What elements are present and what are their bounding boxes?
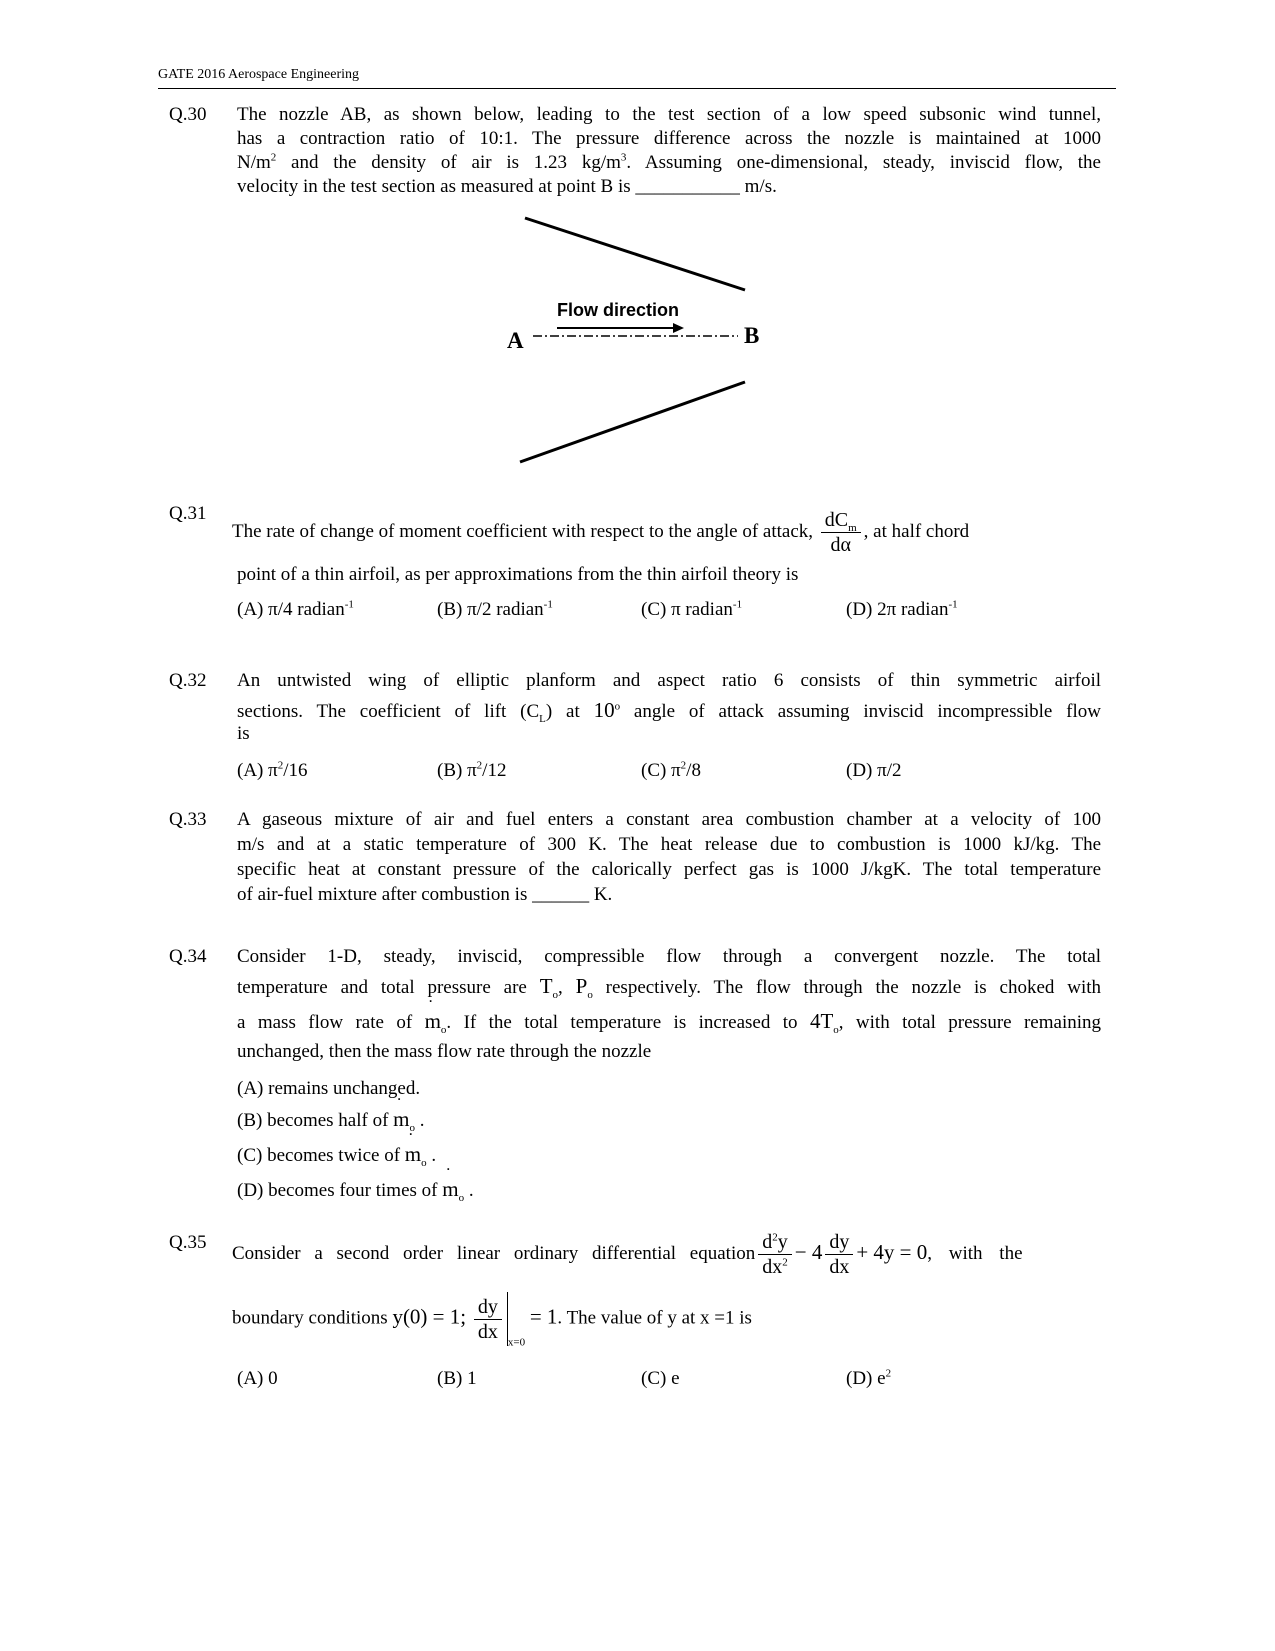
q34-line-2: temperature and total pressure are $T_o$, $P_o$ respectively. The flow through the nozzle is choked with (237, 974, 1102, 1001)
dy-dx-fraction: $\frac{dy}{dx}$ (825, 1230, 853, 1279)
q31-option-a: (A) π/4 radian$^{-1}$ (237, 598, 354, 620)
q32-option-b: (B) $\pi^2/12$ (437, 759, 507, 781)
q32-line-1: An untwisted wing of elliptic planform and aspect ratio 6 consists of thin symmetric airfoil (237, 670, 1101, 691)
q31-option-b: (B) π/2 radian$^{-1}$ (437, 598, 553, 620)
q31-option-d: (D) 2π radian$^{-1}$ (846, 598, 958, 620)
nozzle-lower-wall (520, 382, 745, 462)
q30-line-3: $N/m^2$ and the density of air is 1.23 $kg/m^3$. Assuming one-dimensional, steady, inviscid flow, the (237, 151, 1101, 173)
q32-line-2: sections. The coefficient of lift $(C_L)$ at 10$^o$ angle of attack assuming inviscid incompressible flow (237, 698, 1101, 725)
dy-dx-bc-fraction: $\frac{dy}{dx}$ (474, 1295, 502, 1344)
question-number-35: Q.35 (169, 1232, 207, 1253)
q35-option-d: (D) $e^2$ (846, 1367, 892, 1389)
q35-option-c: (C) e (641, 1368, 680, 1389)
q30-line-1: The nozzle AB, as shown below, leading to the test section of a low speed subsonic wind tunnel, (237, 104, 1101, 125)
header-rule (158, 88, 1116, 89)
page-header: GATE 2016 Aerospace Engineering (158, 67, 359, 82)
q32-line-3: is (237, 723, 250, 744)
q33-line-4: of air-fuel mixture after combustion is ______ K. (237, 884, 613, 905)
point-a-label: A (507, 328, 524, 353)
q34-option-b: (B) becomes half of ˙ $m_o$ . (237, 1107, 425, 1132)
flow-direction-label: Flow direction (557, 300, 680, 320)
q30-line-2: has a contraction ratio of 10:1. The pressure difference across the nozzle is maintained at 1000 (237, 128, 1101, 149)
q35-line-1: Consider a second order linear ordinary differential equation $\frac{d^2y}{dx^2}$ − 4 $\frac{dy}{dx}$ + 4y = 0, with the (232, 1231, 1023, 1278)
flow-arrow-head (673, 323, 684, 333)
q33-line-3: specific heat at constant pressure of the calorically perfect gas is 1000 J/kgK. The total temperature (237, 859, 1101, 880)
nozzle-upper-wall (525, 218, 745, 290)
q34-option-c: (C) becomes twice of ˙ $m_o$ . (237, 1142, 436, 1167)
q34-line-4: unchanged, then the mass flow rate through the nozzle (237, 1041, 652, 1062)
q34-option-d: (D) becomes four times of ˙ $m_o$ . (237, 1177, 474, 1202)
q34-line-3: a mass flow rate of ˙ $m_o$. If the total temperature is increased to $4T_o$, with total pressure remaining (237, 1009, 1101, 1034)
q33-line-1: A gaseous mixture of air and fuel enters a constant area combustion chamber at a velocity of 100 (237, 809, 1101, 830)
q35-option-a: (A) 0 (237, 1368, 278, 1389)
q30-line-4: velocity in the test section as measured at point B is ___________ m/s. (237, 176, 777, 197)
question-number-31: Q.31 (169, 503, 207, 524)
question-number-33: Q.33 (169, 809, 207, 830)
question-number-34: Q.34 (169, 946, 207, 967)
d2y-dx2-fraction: $\frac{d^2y}{dx^2}$ (758, 1230, 792, 1279)
q35-option-b: (B) 1 (437, 1368, 477, 1389)
q32-option-d: (D) π/2 (846, 760, 902, 781)
q32-option-a: (A) $\pi^2/16$ (237, 759, 308, 781)
q35-line-2: boundary conditions y(0) = 1; $\frac{dy}{dx}$ $_{x=0}$ = 1. The value of y at x =1 is (232, 1292, 752, 1348)
q32-option-c: (C) $\pi^2/8$ (641, 759, 701, 781)
point-b-label: B (744, 323, 760, 348)
question-number-32: Q.32 (169, 670, 207, 691)
q31-line-2: point of a thin airfoil, as per approximations from the thin airfoil theory is (237, 564, 799, 585)
q34-option-a: (A) remains unchanged. (237, 1078, 421, 1099)
question-number-30: Q.30 (169, 104, 207, 125)
q34-line-1: Consider 1-D, steady, inviscid, compressible flow through a convergent nozzle. The total (237, 946, 1101, 967)
q31-option-c: (C) π radian$^{-1}$ (641, 598, 743, 620)
q33-line-2: m/s and at a static temperature of 300 K. The heat release due to combustion is 1000 kJ/kg. The (237, 834, 1101, 855)
dcm-dalpha-fraction: $\frac{dC_m}{d\alpha}$ (821, 508, 861, 557)
q31-line-1: The rate of change of moment coefficient with respect to the angle of attack, $\frac{dC_m}{d\alpha}$ , at half chord (232, 509, 970, 556)
nozzle-diagram (500, 210, 800, 480)
